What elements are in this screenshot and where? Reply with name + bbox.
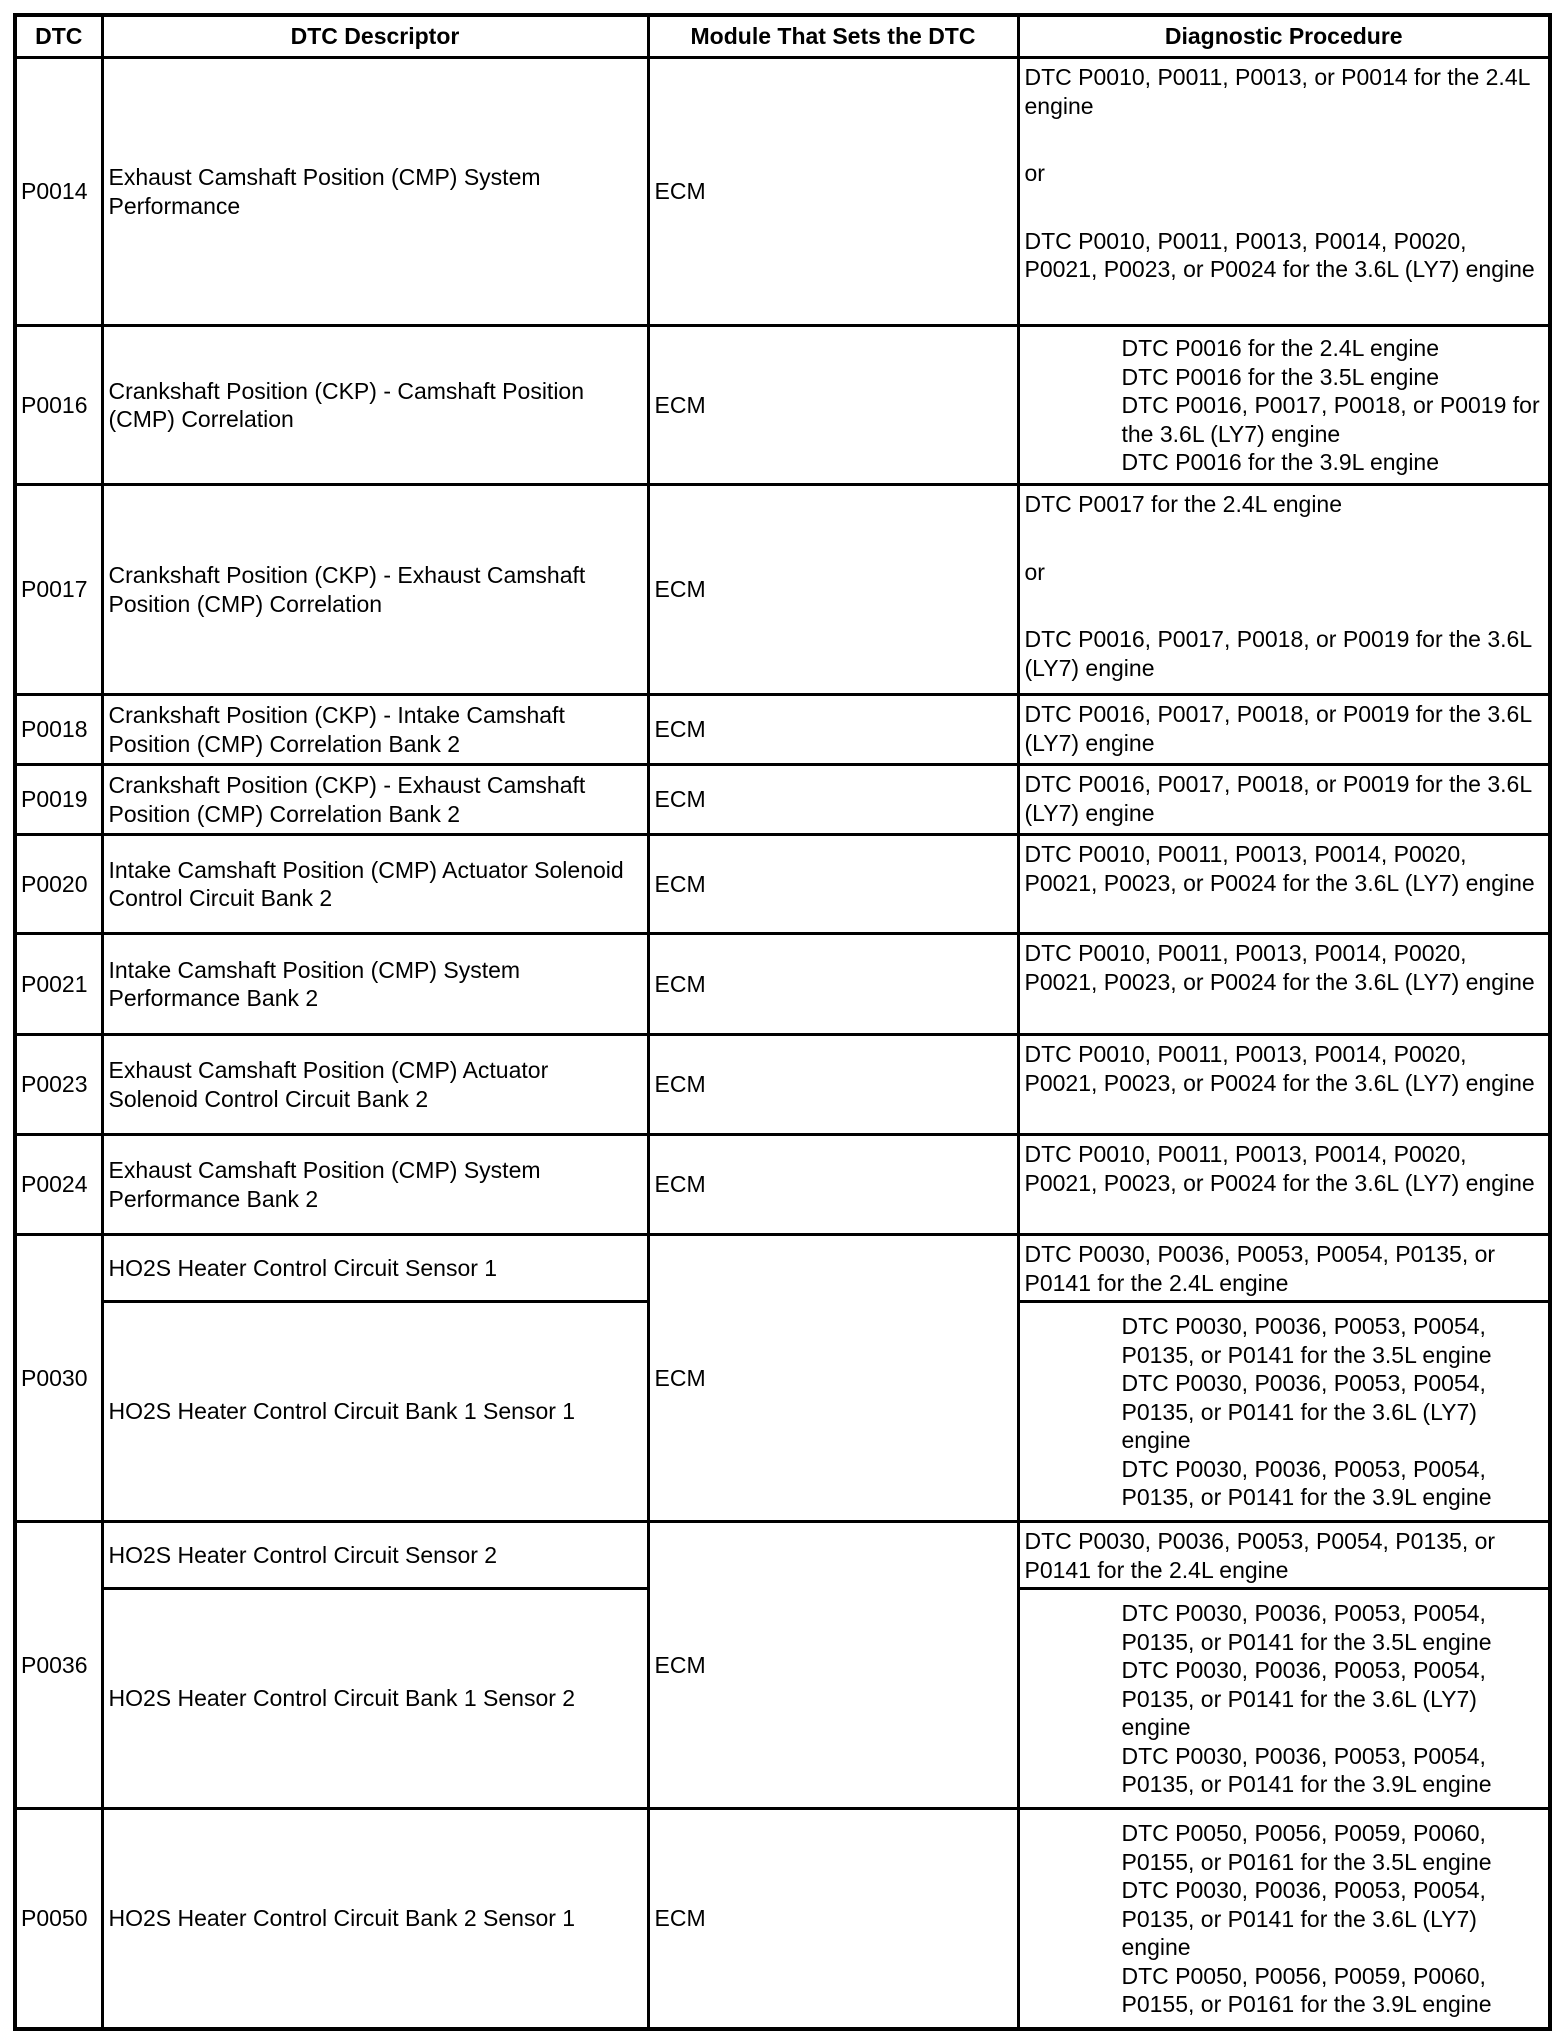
diagnostic-procedure: DTC P0016, P0017, P0018, or P0019 for the 3.6L (LY7) engine — [1018, 695, 1550, 765]
dtc-descriptor: Exhaust Camshaft Position (CMP) System Performance Bank 2 — [102, 1135, 648, 1235]
dtc-descriptor: HO2S Heater Control Circuit Sensor 1 — [102, 1235, 648, 1302]
diagnostic-procedure — [1018, 1302, 1550, 1522]
module: ECM — [648, 765, 1018, 835]
dtc-descriptor: HO2S Heater Control Circuit Bank 1 Sensor 2 — [102, 1589, 648, 1809]
table-row — [15, 934, 1550, 1035]
procedure-line: DTC P0016, P0017, P0018, or P0019 for the 3.6L (LY7) engine — [1024, 626, 1532, 681]
diagnostic-procedure: DTC P0030, P0036, P0053, P0054, P0135, or P0141 for the 2.4L engine — [1018, 1522, 1550, 1589]
diagnostic-procedure — [1018, 1589, 1550, 1809]
dtc-descriptor: Intake Camshaft Position (CMP) System Performance Bank 2 — [102, 934, 648, 1035]
procedure-line: DTC P0016, P0017, P0018, or P0019 for the 3.6L (LY7) engine — [1121, 392, 1540, 447]
dtc-descriptor: Intake Camshaft Position (CMP) Actuator Solenoid Control Circuit Bank 2 — [102, 835, 648, 934]
procedure-line: DTC P0016 for the 3.5L engine — [1121, 363, 1440, 390]
procedure-line: DTC P0017 for the 2.4L engine — [1024, 491, 1343, 517]
procedure-line: DTC P0030, P0036, P0053, P0054, P0135, or P0141 for the 3.5L engine — [1121, 1600, 1492, 1655]
dtc-descriptor: HO2S Heater Control Circuit Sensor 2 — [102, 1522, 648, 1589]
diagnostic-procedure — [1018, 326, 1550, 485]
module: ECM — [648, 326, 1018, 485]
module: ECM — [648, 58, 1018, 326]
procedure-line: DTC P0010, P0011, P0013, P0014, P0020, P0021, P0023, or P0024 for the 3.6L (LY7) engine — [1024, 227, 1535, 282]
table-row — [15, 1035, 1550, 1135]
procedure-line: DTC P0030, P0036, P0053, P0054, P0135, or P0141 for the 3.6L (LY7) engine — [1121, 1877, 1486, 1960]
table-row — [15, 1522, 1550, 1589]
dtc-code: P0050 — [15, 1809, 102, 2029]
dtc-code: P0014 — [15, 58, 102, 326]
module: ECM — [648, 1809, 1018, 2029]
table-row — [15, 326, 1550, 485]
header-descriptor: DTC Descriptor — [102, 15, 648, 58]
dtc-table — [13, 13, 1552, 2031]
dtc-descriptor: Crankshaft Position (CKP) - Exhaust Camshaft Position (CMP) Correlation Bank 2 — [102, 765, 648, 835]
table-row — [15, 1235, 1550, 1302]
procedure-line: DTC P0030, P0036, P0053, P0054, P0135, or P0141 for the 3.5L engine — [1121, 1313, 1492, 1368]
module: ECM — [648, 695, 1018, 765]
diagnostic-procedure — [1018, 1809, 1550, 2029]
table-row — [15, 695, 1550, 765]
dtc-code: P0017 — [15, 485, 102, 695]
dtc-descriptor: Exhaust Camshaft Position (CMP) Actuator Solenoid Control Circuit Bank 2 — [102, 1035, 648, 1135]
table-row — [15, 1135, 1550, 1235]
header-dtc: DTC — [15, 15, 102, 58]
dtc-descriptor: Crankshaft Position (CKP) - Exhaust Camshaft Position (CMP) Correlation — [102, 485, 648, 695]
table-row — [15, 765, 1550, 835]
header-procedure: Diagnostic Procedure — [1018, 15, 1550, 58]
module: ECM — [648, 1135, 1018, 1235]
diagnostic-procedure — [1018, 58, 1550, 326]
procedure-line: DTC P0050, P0056, P0059, P0060, P0155, or P0161 for the 3.5L engine — [1121, 1820, 1492, 1875]
header-row — [15, 15, 1550, 58]
dtc-code: P0019 — [15, 765, 102, 835]
dtc-code: P0018 — [15, 695, 102, 765]
procedure-line: DTC P0050, P0056, P0059, P0060, P0155, or P0161 for the 3.9L engine — [1121, 1962, 1492, 2017]
diagnostic-procedure: DTC P0016, P0017, P0018, or P0019 for the 3.6L (LY7) engine — [1018, 765, 1550, 835]
dtc-descriptor: HO2S Heater Control Circuit Bank 1 Sensor 1 — [102, 1302, 648, 1522]
module: ECM — [648, 485, 1018, 695]
dtc-code: P0020 — [15, 835, 102, 934]
table-row — [15, 58, 1550, 326]
table-row — [15, 835, 1550, 934]
module: ECM — [648, 1035, 1018, 1135]
dtc-code: P0024 — [15, 1135, 102, 1235]
dtc-code: P0036 — [15, 1522, 102, 1809]
header-module: Module That Sets the DTC — [648, 15, 1018, 58]
diagnostic-procedure — [1018, 485, 1550, 695]
dtc-code: P0023 — [15, 1035, 102, 1135]
diagnostic-procedure: DTC P0010, P0011, P0013, P0014, P0020, P0021, P0023, or P0024 for the 3.6L (LY7) engine — [1018, 1135, 1550, 1235]
table-row — [15, 1809, 1550, 2029]
procedure-line: DTC P0030, P0036, P0053, P0054, P0135, or P0141 for the 3.9L engine — [1121, 1742, 1492, 1798]
module: ECM — [648, 934, 1018, 1035]
dtc-descriptor: Crankshaft Position (CKP) - Intake Camshaft Position (CMP) Correlation Bank 2 — [102, 695, 648, 765]
procedure-line: DTC P0030, P0036, P0053, P0054, P0135, or P0141 for the 3.6L (LY7) engine — [1121, 1657, 1486, 1741]
diagnostic-procedure: DTC P0010, P0011, P0013, P0014, P0020, P0021, P0023, or P0024 for the 3.6L (LY7) engine — [1018, 835, 1550, 934]
module: ECM — [648, 835, 1018, 934]
module: ECM — [648, 1235, 1018, 1522]
dtc-descriptor: Crankshaft Position (CKP) - Camshaft Position (CMP) Correlation — [102, 326, 648, 485]
procedure-or: or — [1024, 558, 1045, 585]
diagnostic-procedure: DTC P0030, P0036, P0053, P0054, P0135, or P0141 for the 2.4L engine — [1018, 1235, 1550, 1302]
diagnostic-procedure: DTC P0010, P0011, P0013, P0014, P0020, P0021, P0023, or P0024 for the 3.6L (LY7) engine — [1018, 934, 1550, 1035]
module: ECM — [648, 1522, 1018, 1809]
dtc-code: P0021 — [15, 934, 102, 1035]
procedure-line: DTC P0030, P0036, P0053, P0054, P0135, or P0141 for the 3.6L (LY7) engine — [1121, 1370, 1486, 1454]
procedure-line: DTC P0030, P0036, P0053, P0054, P0135, or P0141 for the 3.9L engine — [1121, 1455, 1492, 1511]
table-row — [15, 485, 1550, 695]
diagnostic-procedure: DTC P0010, P0011, P0013, P0014, P0020, P0021, P0023, or P0024 for the 3.6L (LY7) engine — [1018, 1035, 1550, 1135]
procedure-line: DTC P0016 for the 3.9L engine — [1121, 449, 1440, 476]
dtc-code: P0016 — [15, 326, 102, 485]
procedure-line: DTC P0016 for the 2.4L engine — [1121, 335, 1440, 362]
dtc-descriptor: HO2S Heater Control Circuit Bank 2 Sensor 1 — [102, 1809, 648, 2029]
dtc-descriptor: Exhaust Camshaft Position (CMP) System Performance — [102, 58, 648, 326]
procedure-line: DTC P0010, P0011, P0013, or P0014 for the 2.4L engine — [1024, 64, 1530, 119]
dtc-code: P0030 — [15, 1235, 102, 1522]
procedure-or: or — [1024, 160, 1045, 186]
